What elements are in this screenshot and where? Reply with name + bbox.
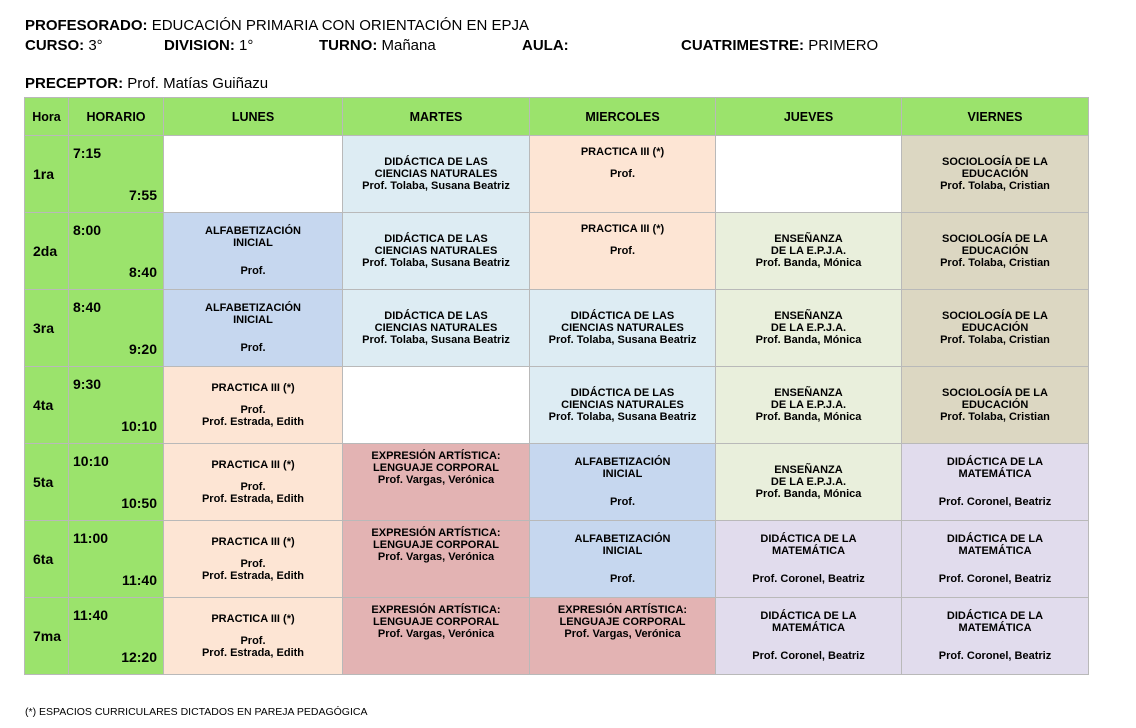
spacer [716,634,901,650]
subject-name-2: MATEMÁTICA [771,622,846,634]
teacher: Prof. Vargas, Verónica [377,628,495,640]
subject-name: EXPRESIÓN ARTÍSTICA: [371,604,501,616]
subject-cell-ciencias [530,367,716,444]
subject-name-2: INICIAL [233,237,273,249]
time-start: 9:30 [73,376,102,392]
teacher: Prof. [240,481,266,493]
header-profesorado [25,17,529,35]
subject-name: DIDÁCTICA DE LAS [384,233,488,245]
subject-cell-ciencias [343,136,530,213]
subject-cell-practica [530,136,716,213]
subject-cell-expresion [343,521,530,598]
cuatrimestre-value: PRIMERO [808,37,879,54]
teacher: Prof. Tolaba, Susana Beatriz [548,334,697,346]
hora-cell: 3ra [25,290,69,367]
subject-name-2: CIENCIAS NATURALES [374,245,498,257]
subject-cell-matematica [902,521,1089,598]
aula-label: AULA: [522,37,569,54]
subject-cell-expresion [530,598,716,675]
spacer [530,480,715,496]
subject-cell-sociologia [902,290,1089,367]
spacer [530,557,715,573]
col-lunes: LUNES [164,98,343,136]
subject-name: DIDÁCTICA DE LA [946,456,1044,468]
horario-cell [69,136,164,213]
time-end: 8:40 [128,264,157,280]
subject-cell-matematica [902,444,1089,521]
subject-cell-matematica [902,598,1089,675]
schedule-table [24,97,1089,675]
teacher: Prof. Vargas, Verónica [377,474,495,486]
teacher: Prof. [240,265,266,277]
teacher: Prof. Coronel, Beatriz [938,650,1052,662]
subject-name: SOCIOLOGÍA DE LA [942,387,1048,399]
teacher: Prof. Vargas, Verónica [377,551,495,563]
teacher: Prof. [609,245,636,257]
subject-name-2: LENGUAJE CORPORAL [373,539,499,551]
spacer [716,557,901,573]
empty-cell [343,367,530,444]
subject-cell-ciencias [343,290,530,367]
horario-cell [69,213,164,290]
subject-cell-practica [164,521,343,598]
time-start: 11:40 [73,607,109,623]
subject-cell-ciencias [343,213,530,290]
turno-label: TURNO: [319,37,378,54]
subject-name-2: MATEMÁTICA [771,545,846,557]
subject-name-2: DE LA E.P.J.A. [770,245,847,257]
subject-name: DIDÁCTICA DE LAS [570,387,675,399]
curso-label: CURSO: [25,37,85,54]
table-row [25,598,1089,675]
subject-cell-sociologia [902,213,1089,290]
subject-name-2: LENGUAJE CORPORAL [559,616,686,628]
teacher-2: Prof. Estrada, Edith [201,647,305,659]
subject-name: SOCIOLOGÍA DE LA [942,310,1048,322]
empty-cell [716,136,902,213]
cuatrimestre [681,37,878,55]
subject-cell-ensenanza [716,367,902,444]
teacher: Prof. Tolaba, Cristian [940,257,1050,269]
teacher: Prof. Tolaba, Cristian [940,411,1050,423]
subject-cell-ensenanza [716,444,902,521]
subject-name: DIDÁCTICA DE LAS [384,310,488,322]
cuatrimestre-label: CUATRIMESTRE: [681,37,805,54]
col-viernes: VIERNES [902,98,1089,136]
division-value: 1° [239,37,254,54]
subject-cell-practica [530,213,716,290]
spacer [530,158,715,168]
subject-name: DIDÁCTICA DE LAS [384,156,488,168]
subject-name: ENSEÑANZA [774,464,843,476]
spacer [164,471,342,481]
subject-name-2: DE LA E.P.J.A. [770,322,847,334]
subject-name-2: MATEMÁTICA [958,468,1032,480]
time-end: 11:40 [121,572,157,588]
subject-name: PRACTICA III (*) [580,223,665,235]
subject-cell-alfabetizacion [164,290,343,367]
spacer [164,249,342,265]
subject-name-2: DE LA E.P.J.A. [770,399,847,411]
teacher: Prof. [240,342,266,354]
time-start: 8:40 [73,299,102,315]
spacer [902,634,1088,650]
aula [522,37,569,55]
table-row [25,290,1089,367]
horario-cell [69,290,164,367]
time-end: 12:20 [121,649,157,665]
subject-cell-alfabetizacion [164,213,343,290]
subject-name-2: EDUCACIÓN [961,168,1029,180]
subject-name-2: EDUCACIÓN [961,322,1029,334]
teacher-2: Prof. Estrada, Edith [201,570,305,582]
subject-name-2: INICIAL [602,545,643,557]
subject-name: DIDÁCTICA DE LA [946,533,1044,545]
subject-name-2: CIENCIAS NATURALES [561,399,684,411]
teacher: Prof. [240,404,266,416]
profesorado-value: EDUCACIÓN PRIMARIA CON ORIENTACIÓN EN EPJA [151,17,529,34]
subject-name-2: INICIAL [602,468,643,480]
header-preceptor [25,75,268,93]
time-end: 9:20 [128,341,157,357]
subject-name: EXPRESIÓN ARTÍSTICA: [371,450,501,462]
subject-cell-matematica [716,598,902,675]
teacher: Prof. Banda, Mónica [755,411,862,423]
profesorado-label: PROFESORADO: [25,17,148,34]
teacher: Prof. Tolaba, Susana Beatriz [548,411,697,423]
teacher: Prof. [609,496,636,508]
hora-cell: 2da [25,213,69,290]
subject-cell-practica [164,444,343,521]
teacher: Prof. [240,635,266,647]
subject-cell-sociologia [902,367,1089,444]
teacher: Prof. [609,573,636,585]
teacher-2: Prof. Estrada, Edith [201,416,305,428]
hora-cell: 6ta [25,521,69,598]
subject-name: DIDÁCTICA DE LA [760,533,857,545]
table-row [25,444,1089,521]
subject-cell-sociologia [902,136,1089,213]
subject-cell-matematica [716,521,902,598]
subject-name: DIDÁCTICA DE LA [760,610,857,622]
subject-name: ALFABETIZACIÓN [574,456,671,468]
teacher: Prof. Coronel, Beatriz [752,573,865,585]
subject-name: ALFABETIZACIÓN [205,302,301,314]
subject-name-2: INICIAL [233,314,273,326]
subject-name: ALFABETIZACIÓN [205,225,301,237]
teacher: Prof. Vargas, Verónica [564,628,681,640]
subject-name-2: LENGUAJE CORPORAL [373,462,499,474]
subject-cell-alfabetizacion [530,521,716,598]
subject-name: ENSEÑANZA [774,387,843,399]
subject-name-2: CIENCIAS NATURALES [561,322,684,334]
division-label: DIVISION: [164,37,235,54]
col-miercoles: MIERCOLES [530,98,716,136]
time-start: 7:15 [73,145,102,161]
horario-cell [69,367,164,444]
hora-cell: 4ta [25,367,69,444]
teacher-2: Prof. Estrada, Edith [201,493,305,505]
subject-name: ALFABETIZACIÓN [574,533,671,545]
subject-name: DIDÁCTICA DE LAS [570,310,675,322]
teacher: Prof. Tolaba, Cristian [940,334,1050,346]
turno [319,37,436,55]
subject-name-2: EDUCACIÓN [961,399,1029,411]
teacher: Prof. Tolaba, Cristian [940,180,1050,192]
subject-cell-expresion [343,598,530,675]
subject-cell-ciencias [530,290,716,367]
subject-name: ENSEÑANZA [774,310,843,322]
subject-name: DIDÁCTICA DE LA [946,610,1044,622]
teacher: Prof. Banda, Mónica [755,334,862,346]
time-end: 10:50 [121,495,157,511]
preceptor-value: Prof. Matías Guiñazu [127,75,269,92]
subject-name: ENSEÑANZA [774,233,843,245]
spacer [902,557,1088,573]
subject-cell-ensenanza [716,290,902,367]
subject-name: EXPRESIÓN ARTÍSTICA: [371,527,501,539]
hora-cell: 1ra [25,136,69,213]
teacher: Prof. Coronel, Beatriz [938,496,1052,508]
subject-name-2: LENGUAJE CORPORAL [373,616,499,628]
subject-name-2: MATEMÁTICA [958,622,1032,634]
spacer [164,326,342,342]
teacher: Prof. [240,558,266,570]
subject-name: PRACTICA III (*) [211,536,295,548]
subject-cell-expresion [343,444,530,521]
time-end: 10:10 [121,418,157,434]
col-horario: HORARIO [69,98,164,136]
subject-cell-practica [164,598,343,675]
turno-value: Mañana [381,37,436,54]
hora-cell: 7ma [25,598,69,675]
subject-name: SOCIOLOGÍA DE LA [942,156,1048,168]
subject-cell-ensenanza [716,213,902,290]
subject-name: PRACTICA III (*) [211,459,295,471]
footnote: (*) ESPACIOS CURRICULARES DICTADOS EN PAREJA PEDAGÓGICA [25,706,368,718]
hora-cell: 5ta [25,444,69,521]
spacer [902,480,1088,496]
spacer [530,235,715,245]
curso [25,37,103,55]
subject-name-2: DE LA E.P.J.A. [770,476,847,488]
time-end: 7:55 [128,187,157,203]
horario-cell [69,444,164,521]
division [164,37,253,55]
teacher: Prof. Banda, Mónica [755,257,862,269]
subject-name: PRACTICA III (*) [211,382,295,394]
subject-name: SOCIOLOGÍA DE LA [942,233,1048,245]
time-start: 11:00 [73,530,109,546]
subject-name-2: CIENCIAS NATURALES [374,168,498,180]
subject-name-2: EDUCACIÓN [961,245,1029,257]
subject-name-2: CIENCIAS NATURALES [374,322,498,334]
col-jueves: JUEVES [716,98,902,136]
subject-name-2: MATEMÁTICA [958,545,1032,557]
table-row [25,367,1089,444]
time-start: 10:10 [73,453,109,469]
teacher: Prof. Tolaba, Susana Beatriz [362,257,510,269]
subject-name: EXPRESIÓN ARTÍSTICA: [557,604,688,616]
table-row [25,213,1089,290]
spacer [164,394,342,404]
time-start: 8:00 [73,222,102,238]
subject-name: PRACTICA III (*) [580,146,665,158]
teacher: Prof. Tolaba, Susana Beatriz [362,334,510,346]
subject-name: PRACTICA III (*) [211,613,295,625]
empty-cell [164,136,343,213]
teacher: Prof. [609,168,636,180]
curso-value: 3° [88,37,103,54]
teacher: Prof. Tolaba, Susana Beatriz [362,180,510,192]
table-header-row [25,98,1089,136]
teacher: Prof. Coronel, Beatriz [752,650,865,662]
horario-cell [69,598,164,675]
col-hora: Hora [25,98,69,136]
subject-cell-alfabetizacion [530,444,716,521]
preceptor-label: PRECEPTOR: [25,75,124,92]
spacer [164,548,342,558]
table-row [25,136,1089,213]
subject-cell-practica [164,367,343,444]
horario-cell [69,521,164,598]
teacher: Prof. Banda, Mónica [755,488,862,500]
table-row [25,521,1089,598]
teacher: Prof. Coronel, Beatriz [938,573,1052,585]
spacer [164,625,342,635]
col-martes: MARTES [343,98,530,136]
